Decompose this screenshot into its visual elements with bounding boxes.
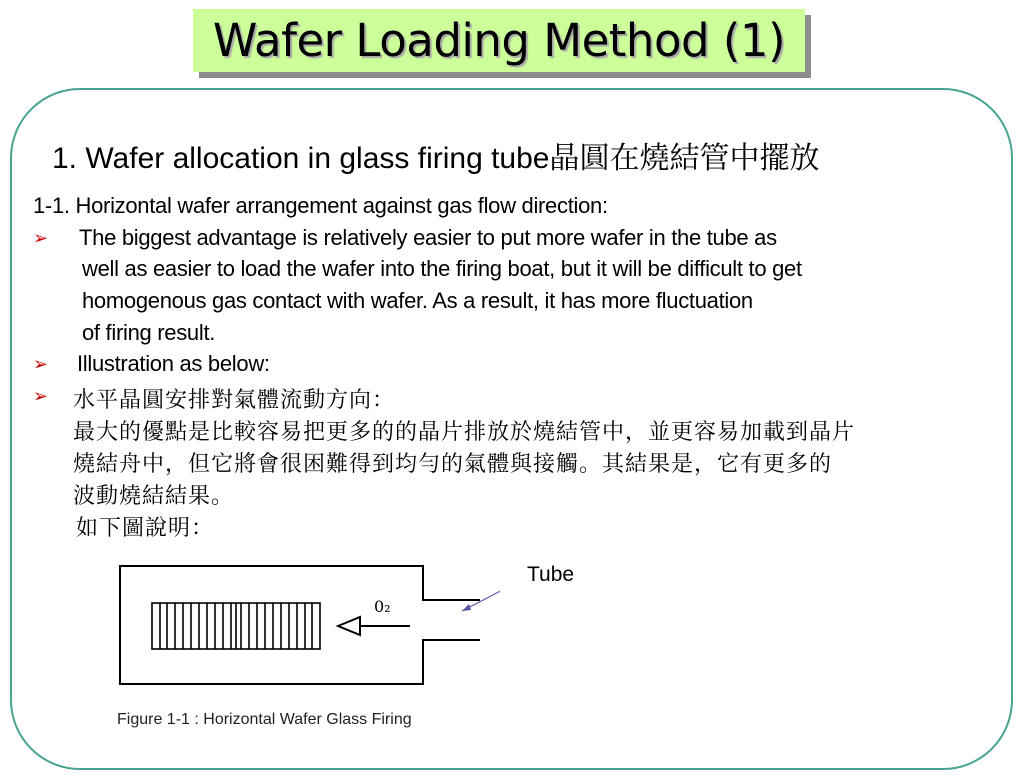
point2-text: Illustration as below: <box>77 351 270 376</box>
point1-line2: well as easier to load the wafer into the firing boat, but it will be difficult to get <box>82 256 802 281</box>
subsection-title: 1-1. Horizontal wafer arrangement against gas flow direction: <box>33 193 608 218</box>
wafer-boat <box>152 603 320 649</box>
tube-outline <box>120 566 480 684</box>
pointer-arrowhead-icon <box>462 604 471 611</box>
point3-line5: 如下圖說明： <box>76 515 215 540</box>
gas-flow-arrow-icon <box>338 617 410 635</box>
point3-line3: 燒結舟中，但它將會很困難得到均勻的氣體與接觸。其結果是，它有更多的 <box>73 451 833 476</box>
arrowhead-bullet-icon: ➢ <box>33 386 49 407</box>
point1-line4: of firing result. <box>82 320 216 345</box>
point3-line1: 水平晶圓安排對氣體流動方向： <box>73 387 396 412</box>
figure-caption: Figure 1-1 : Horizontal Wafer Glass Firing <box>117 711 412 728</box>
section-heading: 1. Wafer allocation in glass firing tube晶圓在燒結管中擺放 <box>52 142 820 175</box>
gas-label: 0₂ <box>374 597 391 616</box>
point1-line1: The biggest advantage is relatively easier to put more wafer in the tube as <box>79 225 777 250</box>
point3-line4: 波動燒結結果。 <box>73 483 235 508</box>
slide-title: Wafer Loading Method (1) <box>212 14 786 67</box>
arrowhead-bullet-icon: ➢ <box>33 354 49 375</box>
arrowhead-bullet-icon: ➢ <box>33 228 49 249</box>
title-box <box>193 9 805 72</box>
tube-label: Tube <box>527 563 575 586</box>
point1-line3: homogenous gas contact with wafer. As a result, it has more fluctuation <box>82 288 753 313</box>
wafer-tube-diagram <box>100 555 500 695</box>
point3-line2: 最大的優點是比較容易把更多的的晶片排放於燒結管中，並更容易加載到晶片 <box>73 419 856 444</box>
